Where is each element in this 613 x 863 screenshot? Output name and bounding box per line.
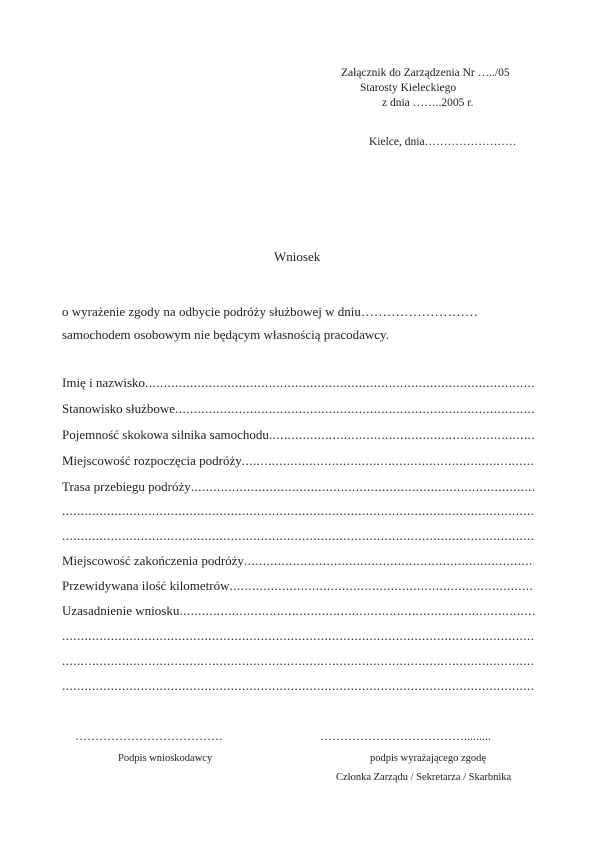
field-justification [62, 603, 534, 619]
approver-role-label: Członka Zarządu / Sekretarza / Skarbnika [336, 772, 512, 783]
field-justification-fill-line [179, 603, 534, 619]
place-date-line: Kielce, dnia…………………… [369, 136, 517, 148]
header-line-1: Załącznik do Zarządzenia Nr …../05 [341, 67, 510, 79]
field-route [62, 479, 534, 495]
route-fill-line-3 [62, 528, 534, 544]
header-line-3: z dnia ……..2005 r. [382, 97, 474, 109]
field-engine-label: Pojemność skokowa silnika samochodu [62, 427, 269, 442]
field-justification-label: Uzasadnienie wniosku [62, 603, 180, 618]
applicant-signature-line: ………………………………. [75, 729, 222, 743]
field-kilometers-fill-line [230, 578, 534, 594]
field-engine-capacity [62, 427, 534, 443]
document-title: Wniosek [274, 249, 321, 264]
field-route-fill-line [191, 479, 534, 495]
field-start-place-fill-line [242, 453, 534, 469]
field-engine-fill-line [269, 427, 534, 443]
intro-line-1: o wyrażenie zgody na odbycie podróży służbowej w dniu……………………… [62, 304, 478, 319]
field-position-label: Stanowisko służbowe [62, 401, 176, 416]
field-name-fill-line [145, 375, 534, 391]
field-end-place [62, 553, 534, 569]
field-name [62, 375, 534, 391]
field-route-continuation-1 [62, 503, 534, 519]
header-line-2: Starosty Kieleckiego [360, 82, 457, 94]
applicant-signature-label: Podpis wnioskodawcy [118, 753, 213, 764]
field-kilometers-label: Przewidywana ilość kilometrów [62, 578, 230, 593]
field-name-label: Imię i nazwisko [62, 375, 146, 390]
justification-fill-line-4 [62, 678, 534, 694]
intro-line-2: samochodem osobowym nie będącym własnością pracodawcy. [62, 327, 389, 342]
justification-fill-line-3 [62, 653, 534, 669]
justification-fill-line-2 [62, 628, 534, 644]
field-position-fill-line [175, 401, 534, 417]
approver-signature-label: podpis wyrażającego zgodę [370, 753, 487, 764]
field-position [62, 401, 534, 417]
field-end-place-label: Miejscowość zakończenia podróży [62, 553, 244, 568]
field-start-place-label: Miejscowość rozpoczęcia podróży [62, 453, 242, 468]
field-start-place [62, 453, 534, 469]
route-fill-line-2 [62, 503, 534, 519]
field-kilometers [62, 578, 534, 594]
field-justification-continuation-1 [62, 628, 534, 644]
field-route-label: Trasa przebiegu podróży [62, 479, 191, 494]
field-route-continuation-2 [62, 528, 534, 544]
approver-signature-line: ………………………………......... [320, 729, 491, 743]
field-justification-continuation-2 [62, 653, 534, 669]
field-justification-continuation-3 [62, 678, 534, 694]
field-end-place-fill-line [244, 553, 534, 569]
